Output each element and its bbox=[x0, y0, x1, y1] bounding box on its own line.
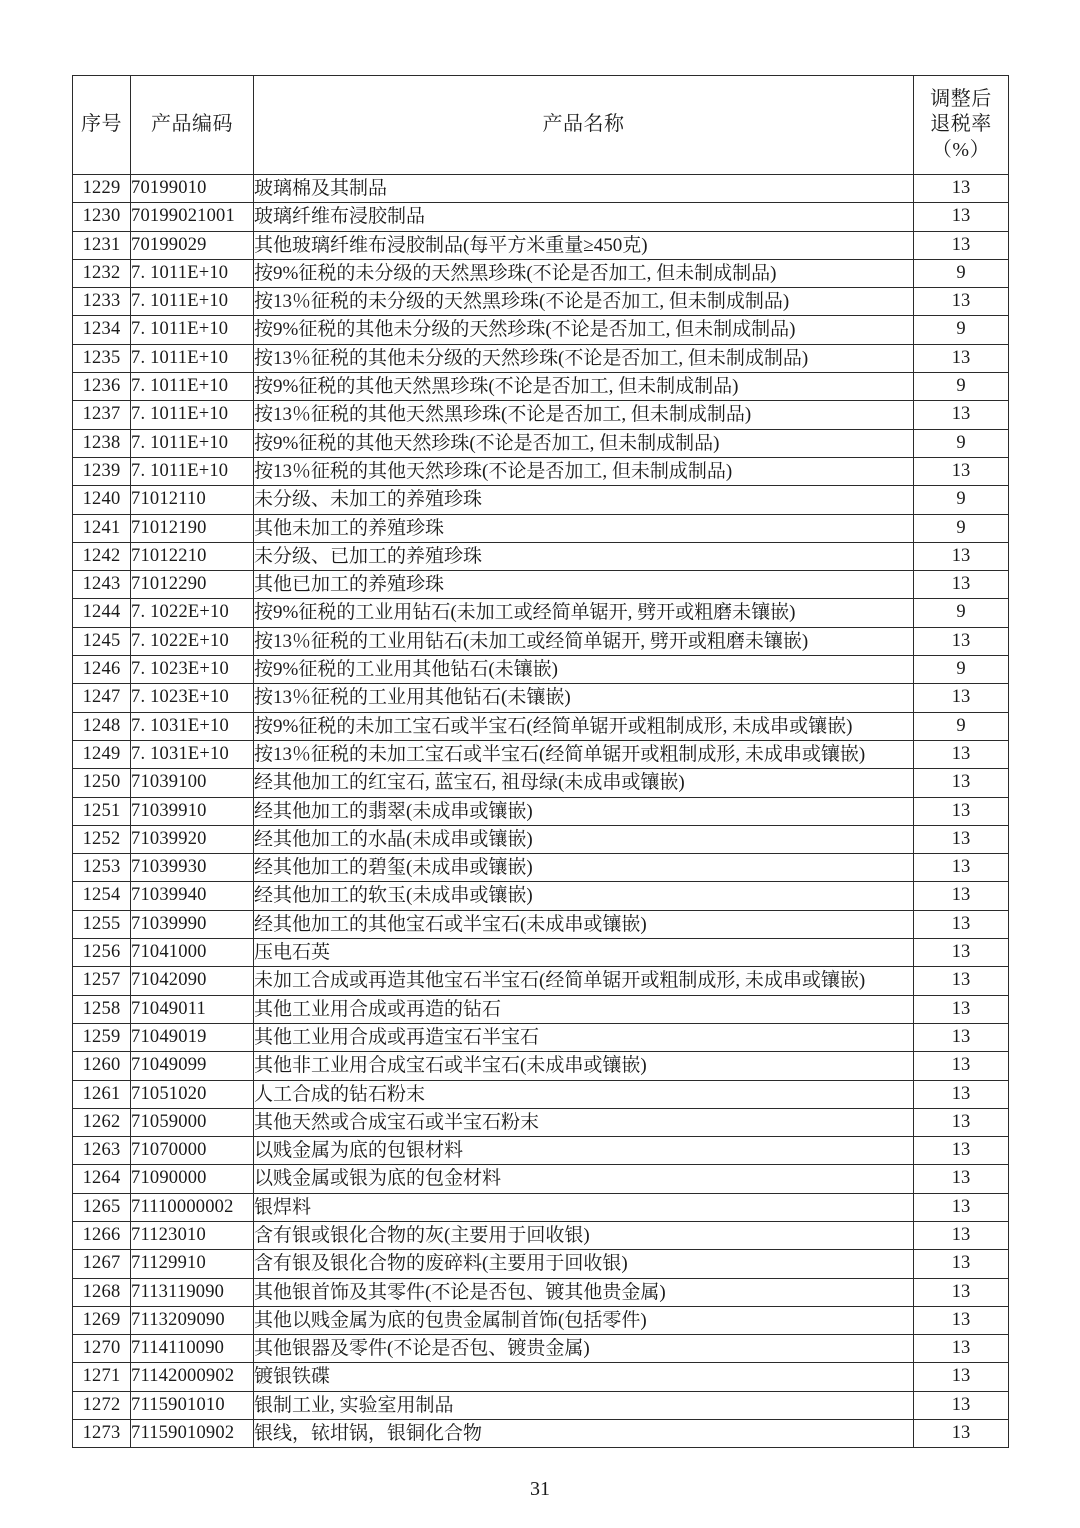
cell-product-code: 71110000002 bbox=[131, 1193, 254, 1221]
cell-rebate-rate: 13 bbox=[914, 854, 1009, 882]
cell-product-name: 按13％征税的工业用钻石(未加工或经简单锯开, 劈开或粗磨未镶嵌) bbox=[254, 627, 914, 655]
cell-product-code: 71059000 bbox=[131, 1108, 254, 1136]
cell-sequence: 1263 bbox=[73, 1137, 131, 1165]
cell-rebate-rate: 13 bbox=[914, 1052, 1009, 1080]
cell-product-name: 按9%征税的其他未分级的天然珍珠(不论是否加工, 但未制成制品) bbox=[254, 316, 914, 344]
cell-sequence: 1241 bbox=[73, 514, 131, 542]
cell-product-name: 按9%征税的工业用其他钻石(未镶嵌) bbox=[254, 656, 914, 684]
cell-rebate-rate: 9 bbox=[914, 486, 1009, 514]
cell-rebate-rate: 13 bbox=[914, 1391, 1009, 1419]
cell-rebate-rate: 13 bbox=[914, 882, 1009, 910]
cell-sequence: 1260 bbox=[73, 1052, 131, 1080]
table-row bbox=[73, 203, 1009, 231]
table-row bbox=[73, 1023, 1009, 1051]
table-row bbox=[73, 288, 1009, 316]
cell-product-code: 71012290 bbox=[131, 571, 254, 599]
table-row bbox=[73, 429, 1009, 457]
cell-rebate-rate: 13 bbox=[914, 939, 1009, 967]
table-row bbox=[73, 712, 1009, 740]
table-row bbox=[73, 967, 1009, 995]
cell-rebate-rate: 13 bbox=[914, 1278, 1009, 1306]
cell-rebate-rate: 13 bbox=[914, 1108, 1009, 1136]
cell-rebate-rate: 13 bbox=[914, 1250, 1009, 1278]
table-row bbox=[73, 542, 1009, 570]
cell-product-code: 7. 1011E+10 bbox=[131, 344, 254, 372]
cell-product-name: 玻璃棉及其制品 bbox=[254, 175, 914, 203]
cell-product-code: 71012110 bbox=[131, 486, 254, 514]
cell-sequence: 1251 bbox=[73, 797, 131, 825]
cell-product-name: 以贱金属或银为底的包金材料 bbox=[254, 1165, 914, 1193]
cell-rebate-rate: 13 bbox=[914, 401, 1009, 429]
cell-rebate-rate: 13 bbox=[914, 1165, 1009, 1193]
cell-rebate-rate: 13 bbox=[914, 1221, 1009, 1249]
cell-rebate-rate: 9 bbox=[914, 316, 1009, 344]
cell-product-name: 以贱金属为底的包银材料 bbox=[254, 1137, 914, 1165]
cell-product-name: 其他工业用合成或再造的钻石 bbox=[254, 995, 914, 1023]
rebate-table-container bbox=[72, 75, 1008, 1448]
cell-sequence: 1245 bbox=[73, 627, 131, 655]
cell-product-code: 71049099 bbox=[131, 1052, 254, 1080]
table-row bbox=[73, 797, 1009, 825]
cell-product-name: 按13％征税的其他天然珍珠(不论是否加工, 但未制成制品) bbox=[254, 457, 914, 485]
cell-rebate-rate: 9 bbox=[914, 599, 1009, 627]
table-row bbox=[73, 740, 1009, 768]
cell-sequence: 1271 bbox=[73, 1363, 131, 1391]
cell-product-name: 按13％征税的其他未分级的天然珍珠(不论是否加工, 但未制成制品) bbox=[254, 344, 914, 372]
column-header-sequence bbox=[73, 76, 131, 175]
cell-sequence: 1230 bbox=[73, 203, 131, 231]
cell-rebate-rate: 13 bbox=[914, 175, 1009, 203]
cell-sequence: 1272 bbox=[73, 1391, 131, 1419]
column-header-product-name-line-1: 产品名称 bbox=[542, 113, 625, 136]
cell-product-code: 7. 1031E+10 bbox=[131, 740, 254, 768]
cell-product-code: 71039920 bbox=[131, 825, 254, 853]
table-row bbox=[73, 769, 1009, 797]
cell-sequence: 1265 bbox=[73, 1193, 131, 1221]
cell-product-code: 7. 1011E+10 bbox=[131, 457, 254, 485]
table-row bbox=[73, 344, 1009, 372]
table-row bbox=[73, 1221, 1009, 1249]
cell-product-name: 其他未加工的养殖珍珠 bbox=[254, 514, 914, 542]
cell-rebate-rate: 9 bbox=[914, 373, 1009, 401]
cell-product-name: 按9%征税的未分级的天然黑珍珠(不论是否加工, 但未制成制品) bbox=[254, 259, 914, 287]
cell-product-code: 71159010902 bbox=[131, 1420, 254, 1448]
cell-product-name: 经其他加工的碧玺(未成串或镶嵌) bbox=[254, 854, 914, 882]
cell-product-name: 含有银及银化合物的废碎料(主要用于回收银) bbox=[254, 1250, 914, 1278]
cell-product-name: 镀银铁碟 bbox=[254, 1363, 914, 1391]
cell-rebate-rate: 13 bbox=[914, 769, 1009, 797]
cell-rebate-rate: 9 bbox=[914, 259, 1009, 287]
cell-product-code: 70199010 bbox=[131, 175, 254, 203]
cell-sequence: 1270 bbox=[73, 1335, 131, 1363]
cell-rebate-rate: 13 bbox=[914, 1335, 1009, 1363]
table-row bbox=[73, 882, 1009, 910]
cell-product-name: 其他玻璃纤维布浸胶制品(每平方米重量≥450克) bbox=[254, 231, 914, 259]
cell-product-name: 其他工业用合成或再造宝石半宝石 bbox=[254, 1023, 914, 1051]
cell-product-code: 7113209090 bbox=[131, 1306, 254, 1334]
table-row bbox=[73, 684, 1009, 712]
cell-product-name: 按13％征税的工业用其他钻石(未镶嵌) bbox=[254, 684, 914, 712]
cell-product-name: 其他天然或合成宝石或半宝石粉末 bbox=[254, 1108, 914, 1136]
cell-product-name: 未分级、已加工的养殖珍珠 bbox=[254, 542, 914, 570]
cell-product-code: 71039910 bbox=[131, 797, 254, 825]
cell-rebate-rate: 13 bbox=[914, 1193, 1009, 1221]
cell-sequence: 1246 bbox=[73, 656, 131, 684]
cell-product-code: 70199021001 bbox=[131, 203, 254, 231]
table-row bbox=[73, 231, 1009, 259]
cell-sequence: 1267 bbox=[73, 1250, 131, 1278]
cell-sequence: 1239 bbox=[73, 457, 131, 485]
table-row bbox=[73, 1420, 1009, 1448]
table-row bbox=[73, 627, 1009, 655]
cell-sequence: 1252 bbox=[73, 825, 131, 853]
table-row bbox=[73, 1137, 1009, 1165]
cell-sequence: 1234 bbox=[73, 316, 131, 344]
cell-product-name: 玻璃纤维布浸胶制品 bbox=[254, 203, 914, 231]
cell-sequence: 1253 bbox=[73, 854, 131, 882]
cell-product-name: 未分级、未加工的养殖珍珠 bbox=[254, 486, 914, 514]
cell-product-code: 7113119090 bbox=[131, 1278, 254, 1306]
table-row bbox=[73, 656, 1009, 684]
cell-sequence: 1264 bbox=[73, 1165, 131, 1193]
cell-rebate-rate: 13 bbox=[914, 288, 1009, 316]
table-row bbox=[73, 1080, 1009, 1108]
cell-sequence: 1261 bbox=[73, 1080, 131, 1108]
cell-sequence: 1248 bbox=[73, 712, 131, 740]
cell-rebate-rate: 13 bbox=[914, 825, 1009, 853]
cell-product-name: 人工合成的钻石粉末 bbox=[254, 1080, 914, 1108]
cell-sequence: 1257 bbox=[73, 967, 131, 995]
cell-rebate-rate: 13 bbox=[914, 571, 1009, 599]
cell-sequence: 1247 bbox=[73, 684, 131, 712]
cell-product-name: 按13％征税的未分级的天然黑珍珠(不论是否加工, 但未制成制品) bbox=[254, 288, 914, 316]
cell-product-code: 71049011 bbox=[131, 995, 254, 1023]
table-row bbox=[73, 316, 1009, 344]
table-row bbox=[73, 1250, 1009, 1278]
cell-product-code: 71129910 bbox=[131, 1250, 254, 1278]
cell-product-code: 7115901010 bbox=[131, 1391, 254, 1419]
cell-rebate-rate: 13 bbox=[914, 1306, 1009, 1334]
column-header-product-name bbox=[254, 76, 914, 175]
cell-rebate-rate: 13 bbox=[914, 1363, 1009, 1391]
cell-rebate-rate: 9 bbox=[914, 712, 1009, 740]
cell-product-code: 7. 1011E+10 bbox=[131, 401, 254, 429]
cell-product-code: 71012210 bbox=[131, 542, 254, 570]
table-row bbox=[73, 571, 1009, 599]
cell-rebate-rate: 9 bbox=[914, 429, 1009, 457]
table-row bbox=[73, 1363, 1009, 1391]
cell-rebate-rate: 13 bbox=[914, 910, 1009, 938]
cell-sequence: 1243 bbox=[73, 571, 131, 599]
column-header-product-code bbox=[131, 76, 254, 175]
cell-product-name: 压电石英 bbox=[254, 939, 914, 967]
cell-product-name: 其他银器及零件(不论是否包、镀贵金属) bbox=[254, 1335, 914, 1363]
cell-product-code: 7. 1011E+10 bbox=[131, 259, 254, 287]
cell-product-name: 其他银首饰及其零件(不论是否包、镀其他贵金属) bbox=[254, 1278, 914, 1306]
cell-sequence: 1262 bbox=[73, 1108, 131, 1136]
column-header-rate-line-3: （%） bbox=[931, 138, 991, 161]
cell-rebate-rate: 13 bbox=[914, 740, 1009, 768]
cell-sequence: 1235 bbox=[73, 344, 131, 372]
cell-product-name: 其他非工业用合成宝石或半宝石(未成串或镶嵌) bbox=[254, 1052, 914, 1080]
cell-product-name: 经其他加工的软玉(未成串或镶嵌) bbox=[254, 882, 914, 910]
cell-product-code: 7114110090 bbox=[131, 1335, 254, 1363]
table-row bbox=[73, 825, 1009, 853]
cell-sequence: 1231 bbox=[73, 231, 131, 259]
cell-product-code: 71090000 bbox=[131, 1165, 254, 1193]
cell-product-code: 71039930 bbox=[131, 854, 254, 882]
cell-product-name: 按9%征税的其他天然珍珠(不论是否加工, 但未制成制品) bbox=[254, 429, 914, 457]
table-row bbox=[73, 854, 1009, 882]
cell-product-name: 按13％征税的其他天然黑珍珠(不论是否加工, 但未制成制品) bbox=[254, 401, 914, 429]
cell-product-code: 7. 1022E+10 bbox=[131, 599, 254, 627]
table-row bbox=[73, 995, 1009, 1023]
cell-sequence: 1249 bbox=[73, 740, 131, 768]
cell-sequence: 1255 bbox=[73, 910, 131, 938]
cell-product-name: 按13％征税的未加工宝石或半宝石(经简单锯开或粗制成形, 未成串或镶嵌) bbox=[254, 740, 914, 768]
table-row bbox=[73, 1306, 1009, 1334]
cell-product-name: 未加工合成或再造其他宝石半宝石(经简单锯开或粗制成形, 未成串或镶嵌) bbox=[254, 967, 914, 995]
cell-sequence: 1242 bbox=[73, 542, 131, 570]
cell-sequence: 1273 bbox=[73, 1420, 131, 1448]
cell-sequence: 1240 bbox=[73, 486, 131, 514]
table-row bbox=[73, 939, 1009, 967]
table-body bbox=[73, 175, 1009, 1448]
cell-product-name: 按9%征税的未加工宝石或半宝石(经简单锯开或粗制成形, 未成串或镶嵌) bbox=[254, 712, 914, 740]
table-row bbox=[73, 401, 1009, 429]
cell-sequence: 1254 bbox=[73, 882, 131, 910]
table-row bbox=[73, 1391, 1009, 1419]
cell-product-code: 7. 1011E+10 bbox=[131, 288, 254, 316]
cell-product-name: 银制工业, 实验室用制品 bbox=[254, 1391, 914, 1419]
cell-rebate-rate: 13 bbox=[914, 684, 1009, 712]
cell-product-name: 经其他加工的水晶(未成串或镶嵌) bbox=[254, 825, 914, 853]
table-row bbox=[73, 259, 1009, 287]
table-row bbox=[73, 1165, 1009, 1193]
cell-sequence: 1236 bbox=[73, 373, 131, 401]
column-header-sequence-line-1: 序号 bbox=[81, 113, 122, 136]
cell-product-code: 7. 1011E+10 bbox=[131, 316, 254, 344]
cell-product-name: 其他已加工的养殖珍珠 bbox=[254, 571, 914, 599]
cell-product-code: 71039940 bbox=[131, 882, 254, 910]
export-tax-rebate-table bbox=[72, 75, 1009, 1448]
cell-product-code: 71051020 bbox=[131, 1080, 254, 1108]
cell-sequence: 1256 bbox=[73, 939, 131, 967]
cell-sequence: 1232 bbox=[73, 259, 131, 287]
cell-sequence: 1259 bbox=[73, 1023, 131, 1051]
cell-rebate-rate: 13 bbox=[914, 542, 1009, 570]
cell-rebate-rate: 13 bbox=[914, 1080, 1009, 1108]
table-header bbox=[73, 76, 1009, 175]
cell-product-code: 7. 1011E+10 bbox=[131, 429, 254, 457]
cell-product-name: 银焊料 bbox=[254, 1193, 914, 1221]
cell-sequence: 1268 bbox=[73, 1278, 131, 1306]
cell-sequence: 1266 bbox=[73, 1221, 131, 1249]
table-row bbox=[73, 1108, 1009, 1136]
cell-rebate-rate: 13 bbox=[914, 1137, 1009, 1165]
cell-product-code: 71123010 bbox=[131, 1221, 254, 1249]
table-row bbox=[73, 486, 1009, 514]
cell-sequence: 1238 bbox=[73, 429, 131, 457]
cell-product-name: 经其他加工的其他宝石或半宝石(未成串或镶嵌) bbox=[254, 910, 914, 938]
cell-product-name: 银线，铱坩锅，银铜化合物 bbox=[254, 1420, 914, 1448]
cell-rebate-rate: 13 bbox=[914, 457, 1009, 485]
table-row bbox=[73, 514, 1009, 542]
cell-rebate-rate: 13 bbox=[914, 203, 1009, 231]
cell-product-code: 71039100 bbox=[131, 769, 254, 797]
column-header-product-code-line-1: 产品编码 bbox=[151, 113, 233, 136]
table-row bbox=[73, 910, 1009, 938]
cell-product-code: 7. 1031E+10 bbox=[131, 712, 254, 740]
cell-sequence: 1233 bbox=[73, 288, 131, 316]
cell-rebate-rate: 13 bbox=[914, 995, 1009, 1023]
cell-rebate-rate: 9 bbox=[914, 656, 1009, 684]
table-row bbox=[73, 1193, 1009, 1221]
cell-product-code: 71039990 bbox=[131, 910, 254, 938]
cell-product-name: 按9%征税的其他天然黑珍珠(不论是否加工, 但未制成制品) bbox=[254, 373, 914, 401]
cell-sequence: 1244 bbox=[73, 599, 131, 627]
table-row bbox=[73, 1278, 1009, 1306]
column-header-rate-line-1: 调整后 bbox=[930, 87, 992, 110]
cell-product-code: 71041000 bbox=[131, 939, 254, 967]
cell-product-name: 含有银或银化合物的灰(主要用于回收银) bbox=[254, 1221, 914, 1249]
table-row bbox=[73, 1052, 1009, 1080]
cell-sequence: 1258 bbox=[73, 995, 131, 1023]
cell-rebate-rate: 13 bbox=[914, 627, 1009, 655]
cell-rebate-rate: 13 bbox=[914, 1420, 1009, 1448]
cell-rebate-rate: 9 bbox=[914, 514, 1009, 542]
column-header-adjusted-rebate-rate bbox=[914, 76, 1009, 175]
cell-rebate-rate: 13 bbox=[914, 797, 1009, 825]
cell-product-code: 7. 1011E+10 bbox=[131, 373, 254, 401]
cell-sequence: 1229 bbox=[73, 175, 131, 203]
cell-product-code: 71042090 bbox=[131, 967, 254, 995]
cell-product-code: 71049019 bbox=[131, 1023, 254, 1051]
cell-product-code: 71012190 bbox=[131, 514, 254, 542]
cell-product-code: 7. 1023E+10 bbox=[131, 684, 254, 712]
cell-sequence: 1269 bbox=[73, 1306, 131, 1334]
table-row bbox=[73, 1335, 1009, 1363]
cell-product-name: 按9%征税的工业用钻石(未加工或经简单锯开, 劈开或粗磨未镶嵌) bbox=[254, 599, 914, 627]
cell-sequence: 1250 bbox=[73, 769, 131, 797]
table-row bbox=[73, 457, 1009, 485]
cell-product-code: 7. 1022E+10 bbox=[131, 627, 254, 655]
table-header-row bbox=[73, 76, 1009, 175]
cell-rebate-rate: 13 bbox=[914, 1023, 1009, 1051]
cell-product-code: 71070000 bbox=[131, 1137, 254, 1165]
page-number: 31 bbox=[530, 1478, 550, 1500]
cell-product-code: 70199029 bbox=[131, 231, 254, 259]
table-row bbox=[73, 373, 1009, 401]
column-header-rate-line-2: 退税率 bbox=[930, 113, 992, 136]
cell-rebate-rate: 13 bbox=[914, 231, 1009, 259]
table-row bbox=[73, 175, 1009, 203]
cell-product-name: 其他以贱金属为底的包贵金属制首饰(包括零件) bbox=[254, 1306, 914, 1334]
table-row bbox=[73, 599, 1009, 627]
cell-product-code: 71142000902 bbox=[131, 1363, 254, 1391]
cell-product-code: 7. 1023E+10 bbox=[131, 656, 254, 684]
cell-rebate-rate: 13 bbox=[914, 967, 1009, 995]
cell-sequence: 1237 bbox=[73, 401, 131, 429]
cell-rebate-rate: 13 bbox=[914, 344, 1009, 372]
cell-product-name: 经其他加工的红宝石, 蓝宝石, 祖母绿(未成串或镶嵌) bbox=[254, 769, 914, 797]
cell-product-name: 经其他加工的翡翠(未成串或镶嵌) bbox=[254, 797, 914, 825]
